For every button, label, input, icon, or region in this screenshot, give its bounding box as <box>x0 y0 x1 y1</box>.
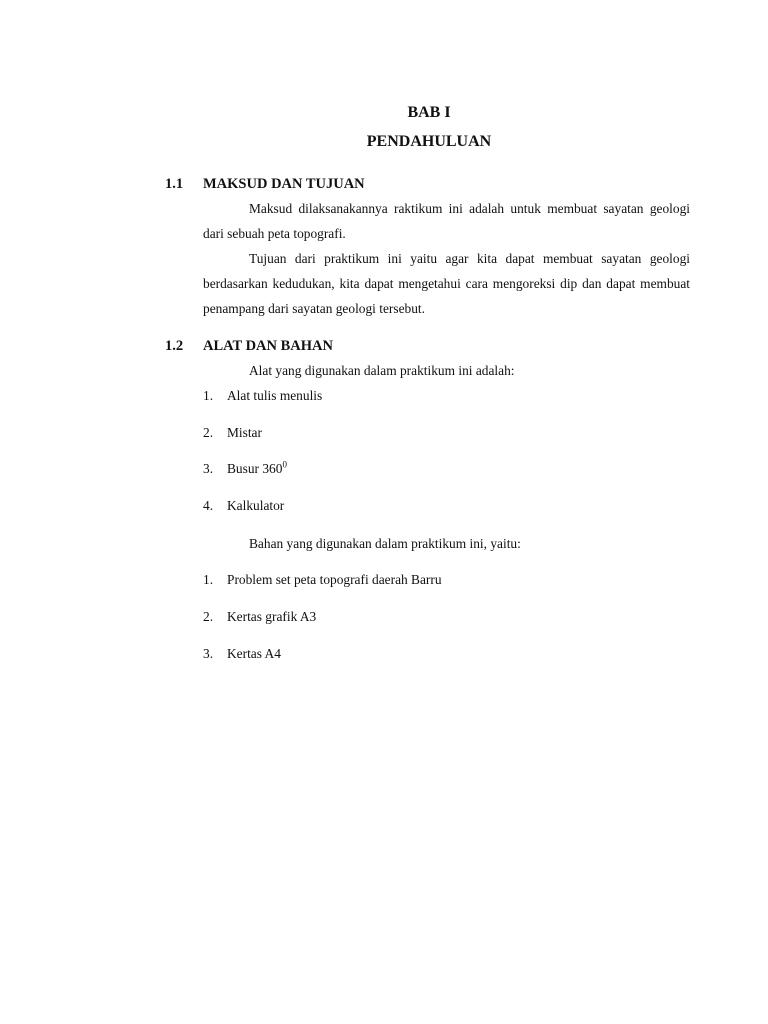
chapter-subtitle: PENDAHULUAN <box>366 133 492 150</box>
list-text: Alat tulis menulis <box>227 388 323 403</box>
section-title: ALAT DAN BAHAN <box>203 338 333 354</box>
list-number: 3. <box>203 461 214 476</box>
list-number: 3. <box>203 646 214 661</box>
chapter-title: BAB I <box>407 104 451 121</box>
list-item <box>203 498 284 514</box>
list-text: Kalkulator <box>227 498 285 513</box>
list-item <box>203 572 442 588</box>
paragraph-maksud: Maksud dilaksanakannya raktikum ini adalah untuk membuat sayatan geologi dari sebuah peta topografi. <box>203 201 690 241</box>
list-number: 1. <box>203 572 214 587</box>
list-number: 2. <box>203 609 214 624</box>
list-number: 1. <box>203 388 214 403</box>
list-number: 4. <box>203 498 214 513</box>
section-number: 1.1 <box>165 176 184 192</box>
list-text: Kertas grafik A3 <box>227 609 317 624</box>
list-number: 2. <box>203 425 214 440</box>
list-item <box>203 425 262 441</box>
section-title: MAKSUD DAN TUJUAN <box>203 176 365 192</box>
list-item <box>203 388 322 404</box>
section-number: 1.2 <box>165 338 184 354</box>
list-text: Kertas A4 <box>227 646 281 661</box>
section-heading-1-1 <box>165 176 365 193</box>
degree-superscript: 0 <box>282 459 287 470</box>
list-text: Mistar <box>227 425 262 440</box>
list-text: Busur 360 <box>227 461 283 476</box>
tools-intro: Alat yang digunakan dalam praktikum ini adalah: <box>249 363 515 378</box>
list-text: Problem set peta topografi daerah Barru <box>227 572 442 587</box>
list-item <box>203 646 281 662</box>
paragraph-tujuan: Tujuan dari praktikum ini yaitu agar kita dapat membuat sayatan geologi berdasarkan kedudukan, kita dapat mengetahui cara mengoreksi dip dan dapat membuat penampang dari sayatan geologi tersebut. <box>203 251 690 316</box>
section-heading-1-2 <box>165 338 333 355</box>
list-item <box>203 609 316 625</box>
materials-intro: Bahan yang digunakan dalam praktikum ini, yaitu: <box>249 536 521 551</box>
list-item <box>203 461 287 477</box>
